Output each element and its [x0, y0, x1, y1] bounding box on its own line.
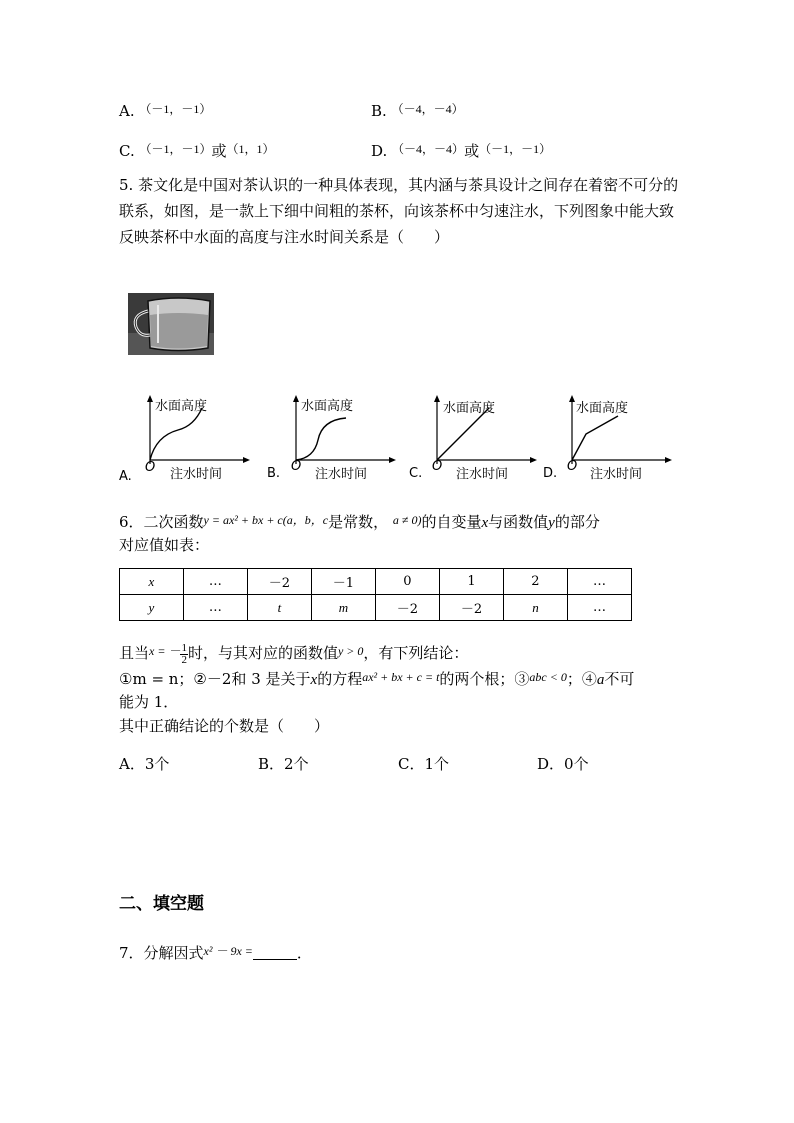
table-cell: n — [503, 595, 567, 621]
x-arrow-icon — [665, 457, 672, 463]
q6-tail: 的部分 — [554, 513, 600, 531]
table-cell: t — [247, 595, 311, 621]
x-axis-label: 注水时间 — [456, 467, 509, 482]
option-a — [119, 96, 211, 124]
q6-mid2: 与函数值 — [488, 513, 549, 531]
q7-end: ． — [296, 944, 312, 962]
c1-tail: 的两个根；③ — [439, 670, 530, 688]
option-label: A. — [119, 102, 135, 120]
c4-tail: 不可 — [604, 670, 635, 688]
q6-const-text: 是常数， — [328, 513, 389, 531]
curve — [150, 408, 202, 460]
table-row — [120, 595, 632, 621]
table-cell: … — [567, 595, 631, 621]
y-axis-label: 水面高度 — [443, 401, 496, 416]
fraction-numerator: 1 — [181, 641, 187, 654]
x-axis-label: 注水时间 — [590, 467, 643, 482]
y-arrow-icon — [147, 395, 153, 402]
when-lead: 且当 — [119, 644, 150, 662]
origin-label: O — [567, 459, 578, 474]
equation-expr: ax² + bx + c = t — [362, 670, 440, 684]
graph-a-label: A. — [119, 469, 132, 484]
question-5-text: 5. 茶文化是中国对茶认识的一种具体表现，其内涵与茶具设计之间存在着密不可分的联系，如图，是一款上下细中间粗的茶杯，向该茶杯中匀速注水，下列图象中能大致反映茶杯中水面的高度与注水时间关系是（ ） — [119, 176, 679, 246]
option-value: （－4，－4） — [391, 102, 464, 116]
x-arrow-icon — [530, 457, 537, 463]
conclusion-3-expr: abc < 0 — [529, 670, 567, 684]
when-tail: ，有下列结论： — [363, 644, 469, 662]
origin-label: O — [432, 459, 443, 474]
var-x: x — [310, 672, 318, 688]
option-value: （－4，－4） — [392, 142, 465, 156]
table-cell: 2 — [503, 569, 567, 595]
when-mid: 时，与其对应的函数值 — [187, 644, 338, 662]
option-c — [119, 136, 275, 164]
section-title: 二、填空题 — [119, 894, 204, 914]
or-text: 或 — [211, 142, 227, 160]
var-y: y — [548, 515, 555, 531]
curve — [296, 418, 346, 460]
y-axis-label: 水面高度 — [301, 399, 354, 414]
var-x: x — [481, 515, 489, 531]
function-expr: y = ax² + bx + c(a，b，c — [203, 513, 329, 527]
question-6-prompt: 其中正确结论的个数是（ ） — [119, 717, 330, 735]
c1-mid: 的方程 — [317, 670, 363, 688]
or-text: 或 — [464, 142, 480, 160]
fraction — [180, 643, 188, 666]
x-axis-label: 注水时间 — [315, 467, 368, 482]
x-axis-label: 注水时间 — [170, 467, 223, 482]
curve — [572, 416, 618, 460]
x-arrow-icon — [389, 457, 396, 463]
table-cell: －2 — [375, 595, 439, 621]
table-cell: m — [311, 595, 375, 621]
table-cell: 1 — [439, 569, 503, 595]
q6-lead: 6．二次函数 — [119, 513, 204, 531]
y-axis-label: 水面高度 — [155, 399, 208, 414]
c4-lead: ；④ — [566, 670, 597, 688]
answer-blank[interactable] — [253, 945, 297, 960]
graph-d-label: D. — [543, 466, 558, 481]
tea-cup-image — [128, 293, 214, 355]
var-a: a — [596, 672, 605, 688]
y-arrow-icon — [569, 395, 575, 402]
table-cell: … — [567, 569, 631, 595]
question-6-line-end: 能为 1． — [119, 693, 179, 711]
x-value-expr: x = － — [149, 644, 181, 658]
value-table — [119, 568, 632, 621]
option-value: （－1，－1） — [139, 102, 212, 116]
question-6-condition — [119, 638, 468, 666]
option-value: （－1，－1） — [139, 142, 212, 156]
y-condition-expr: y > 0 — [337, 644, 364, 658]
q6-mid: 的自变量 — [421, 513, 482, 531]
q7-expr: x² － 9x = — [203, 944, 253, 958]
option-label: D. — [371, 142, 388, 160]
table-cell: … — [183, 595, 247, 621]
q7-lead: 7．分解因式 — [119, 944, 204, 962]
option-d — [371, 136, 551, 164]
question-6-line2: 对应值如表： — [119, 536, 210, 554]
origin-label: O — [145, 460, 156, 475]
table-cell: －1 — [311, 569, 375, 595]
q6-option-b: B．2个 — [258, 755, 309, 773]
table-cell: … — [183, 569, 247, 595]
table-cell: x — [120, 569, 184, 595]
table-cell: －2 — [439, 595, 503, 621]
q6-option-a: A．3个 — [119, 755, 170, 773]
conclusion-1-2: ①m = n；②－2和 3 是关于 — [119, 670, 311, 688]
q6-option-c: C．1个 — [398, 755, 450, 773]
condition-expr: a ≠ 0) — [392, 513, 422, 527]
table-cell: y — [120, 595, 184, 621]
y-axis-label: 水面高度 — [576, 401, 629, 416]
q6-option-d: D．0个 — [537, 755, 589, 773]
option-label: C. — [119, 142, 135, 160]
origin-label: O — [291, 459, 302, 474]
table-cell: －2 — [247, 569, 311, 595]
graph-c-label: C. — [409, 466, 423, 481]
option-value: （1，1） — [226, 142, 275, 156]
table-cell: 0 — [375, 569, 439, 595]
question-6-conclusions — [119, 664, 634, 693]
option-b — [371, 96, 464, 124]
option-label: B. — [371, 102, 387, 120]
y-arrow-icon — [293, 395, 299, 402]
fraction-denominator: 2 — [181, 653, 187, 666]
table-row — [120, 569, 632, 595]
question-7 — [119, 938, 312, 966]
graph-b-label: B. — [267, 466, 281, 481]
y-arrow-icon — [434, 395, 440, 402]
option-value: （－1，－1） — [479, 142, 552, 156]
x-arrow-icon — [243, 457, 250, 463]
